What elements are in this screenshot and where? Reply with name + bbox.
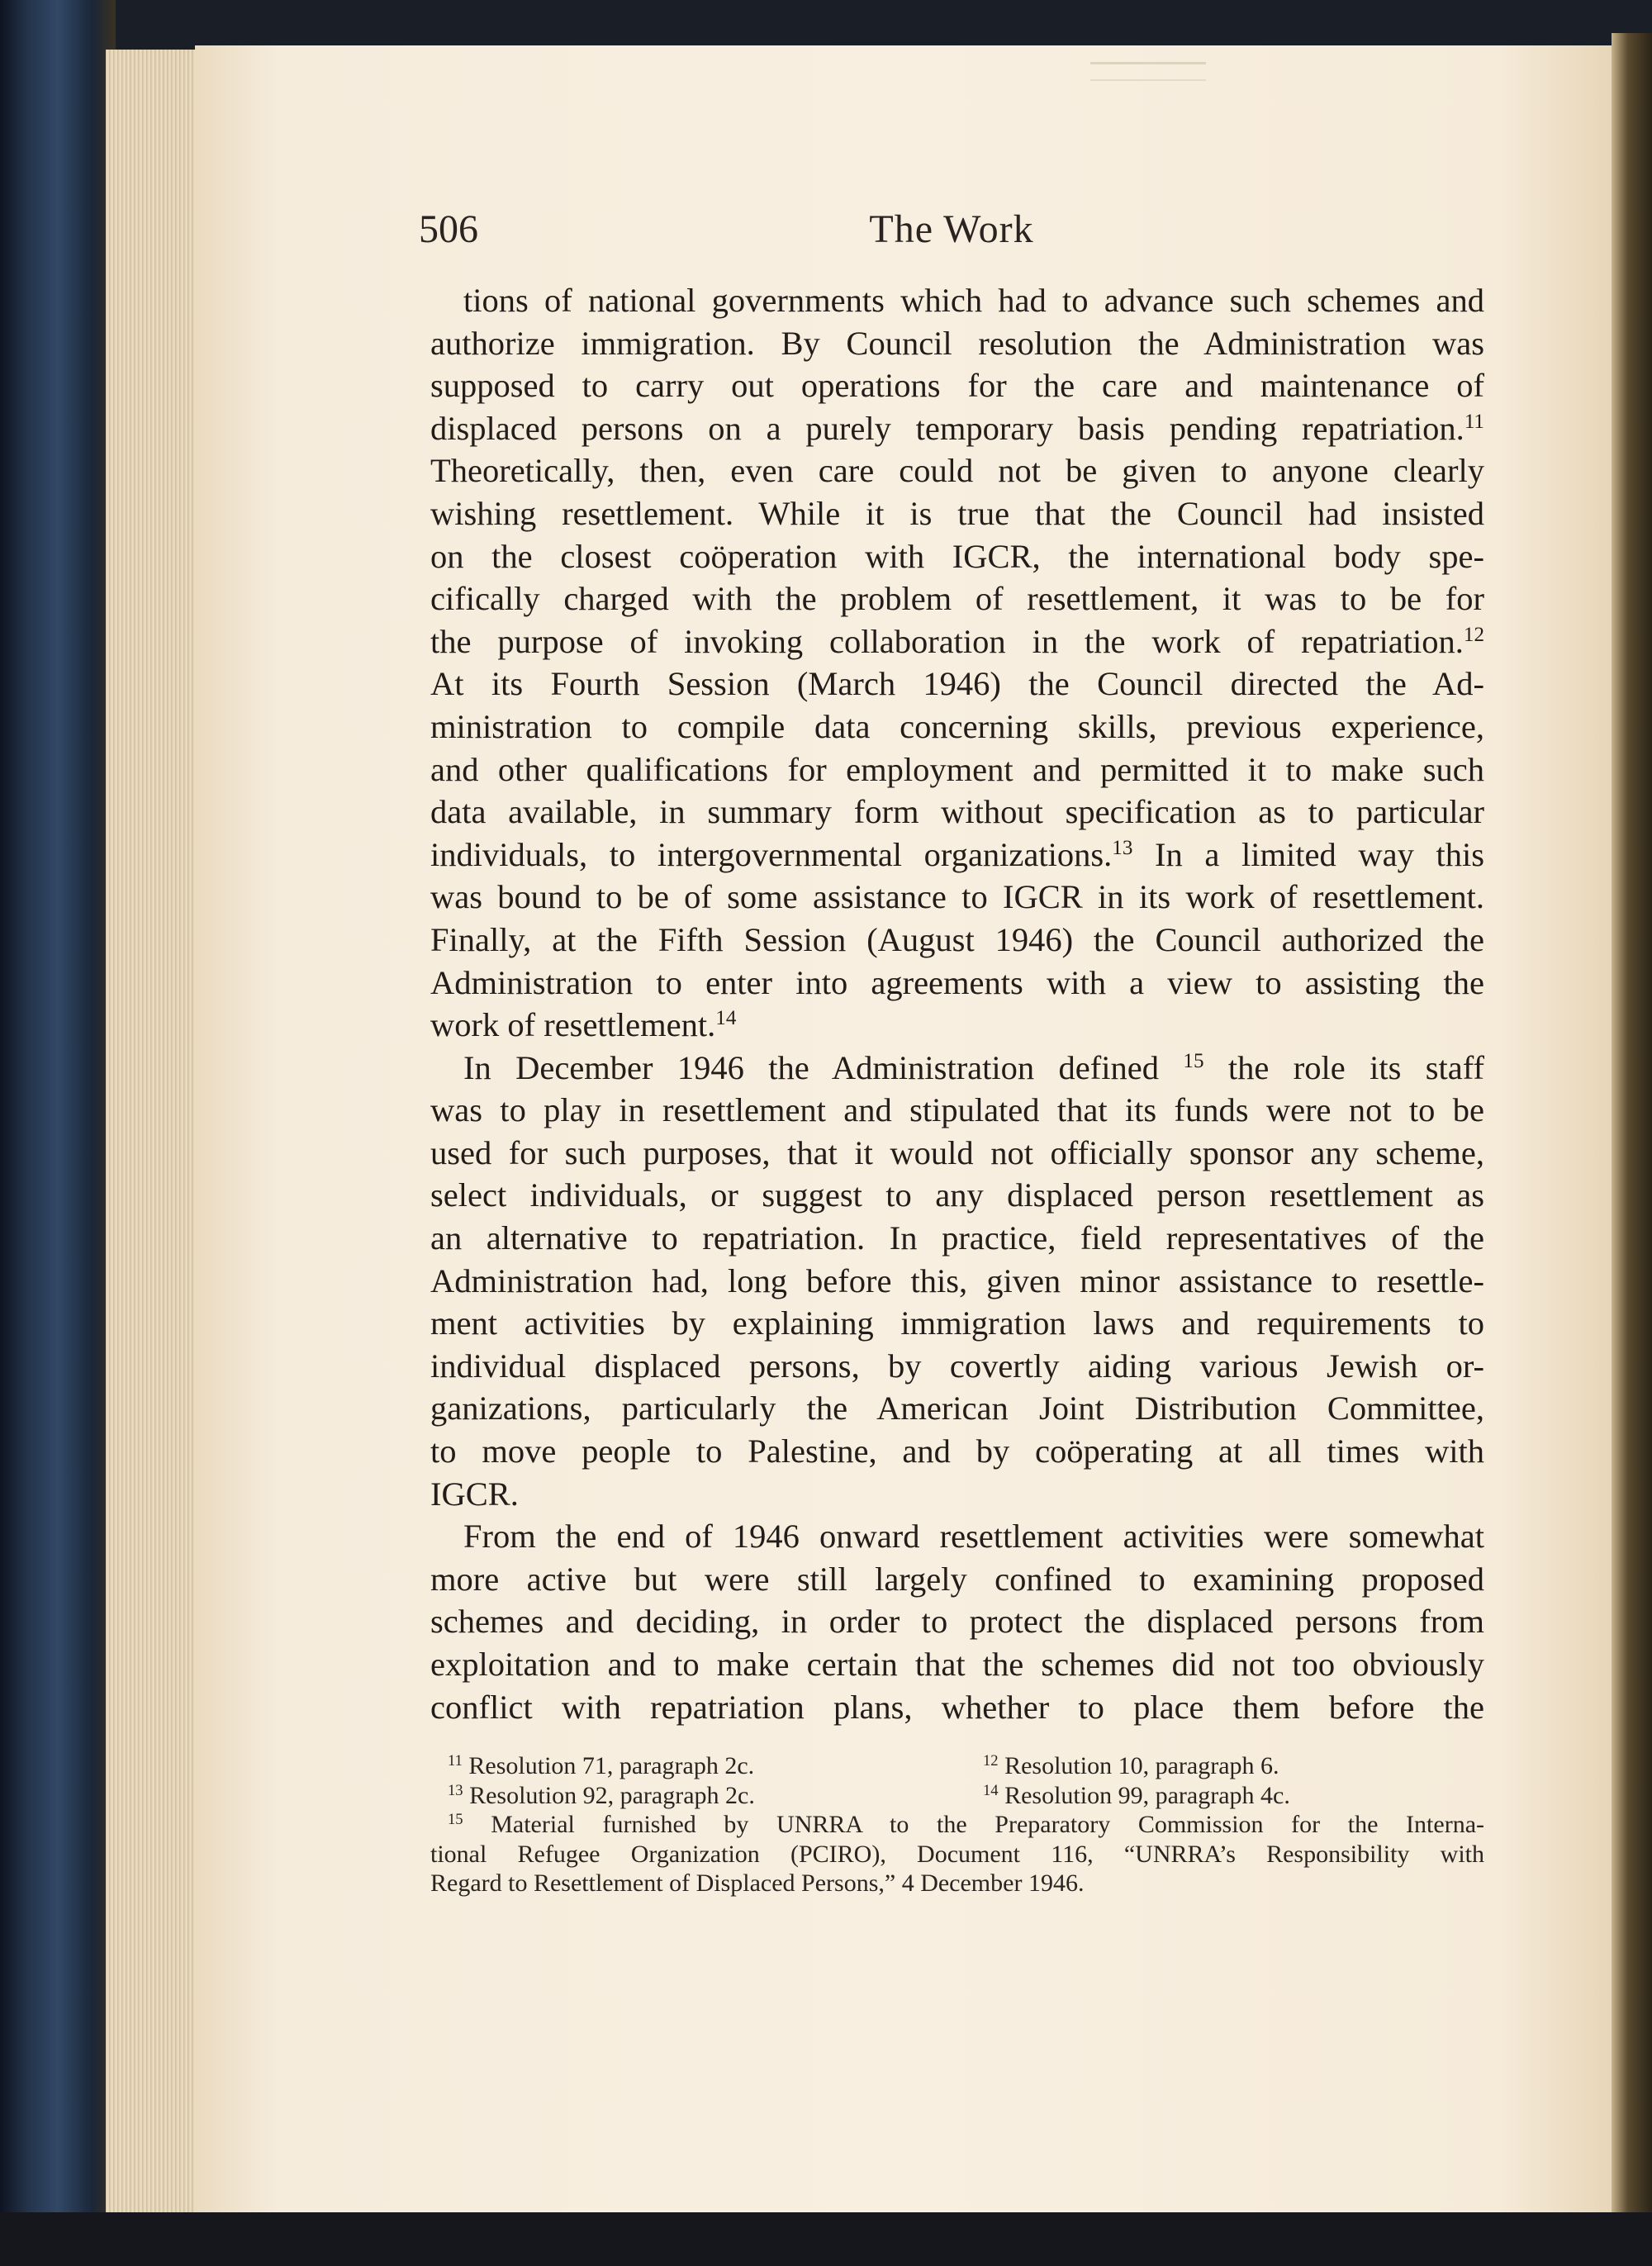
- text-line: [430, 279, 1484, 322]
- line-content: [430, 449, 1484, 492]
- line-text: authorize immigration. By Council resolution the Administration was: [430, 324, 1484, 362]
- line-text: used for such purposes, that it would not officially sponsor any scheme,: [430, 1133, 1484, 1171]
- footnote-reference: 12: [1463, 623, 1484, 646]
- line-text: and other qualifications for employment and permitted it to make such: [430, 750, 1484, 788]
- footnote-14: [983, 1781, 1518, 1811]
- footnote-reference: 14: [715, 1007, 737, 1030]
- body-text: [430, 279, 1484, 1728]
- line-text: wishing resettlement. While it is true that the Council had insisted: [430, 494, 1484, 532]
- footnote-15: [430, 1810, 1484, 1840]
- line-content: [430, 663, 1484, 705]
- line-text: ministration to compile data concerning skills, previous experience,: [430, 707, 1484, 745]
- text-line: [430, 919, 1484, 962]
- line-content: [463, 1047, 1484, 1090]
- line-content: [430, 407, 1484, 450]
- line-text: an alternative to repatriation. In practice, field representatives of the: [430, 1219, 1484, 1257]
- footnote-reference: 15: [1183, 1049, 1204, 1072]
- line-content: [430, 1260, 1484, 1303]
- footnote-number: 12: [983, 1751, 999, 1770]
- text-line: [430, 748, 1484, 791]
- text-line: [430, 876, 1484, 919]
- line-text: the role its staff: [1203, 1048, 1484, 1086]
- line-text: displaced persons on a purely temporary basis pending repatriation.: [430, 409, 1464, 447]
- footnote-15-line: tional Refugee Organization (PCIRO), Document 116, “UNRRA’s Responsibility with: [430, 1840, 1484, 1868]
- text-line: [430, 1600, 1484, 1643]
- line-content: [430, 620, 1484, 663]
- line-content: [430, 962, 1484, 1005]
- text-line: [430, 1132, 1484, 1175]
- footnotes: [430, 1751, 1484, 1898]
- line-content: [430, 1686, 1484, 1729]
- line-content: [430, 1132, 1484, 1175]
- line-text: individual displaced persons, by covertly aiding various Jewish or-: [430, 1347, 1484, 1385]
- text-line: [430, 1558, 1484, 1601]
- line-text: tions of national governments which had to advance such schemes and: [463, 282, 1484, 319]
- text-line: [430, 620, 1484, 663]
- running-head: [419, 207, 1484, 256]
- text-line: [430, 962, 1484, 1005]
- text-line: [430, 1686, 1484, 1729]
- line-content: [430, 1387, 1484, 1430]
- line-text: supposed to carry out operations for the care and maintenance of: [430, 367, 1484, 405]
- line-text: to move people to Palestine, and by coöperating at all times with: [430, 1432, 1484, 1470]
- page-number: 506: [419, 207, 478, 251]
- line-content: [430, 1430, 1484, 1473]
- line-content: [430, 876, 1484, 919]
- text-line: [430, 1089, 1484, 1132]
- line-content: [430, 1473, 1484, 1516]
- footnote-text: Resolution 10, paragraph 6.: [1004, 1752, 1279, 1779]
- line-content: [430, 1217, 1484, 1260]
- text-line: [430, 1047, 1484, 1090]
- line-content: [430, 791, 1484, 834]
- book-binding: [0, 0, 116, 2266]
- line-content: [430, 364, 1484, 407]
- line-text: conflict with repatriation plans, whether to place them before the: [430, 1688, 1484, 1726]
- footnote-11: [448, 1751, 983, 1781]
- text-line: [430, 1515, 1484, 1558]
- footnote-12: [983, 1751, 1518, 1781]
- line-content: [430, 492, 1484, 535]
- line-content: [430, 577, 1484, 620]
- line-content: [430, 322, 1484, 365]
- text-line: [430, 407, 1484, 450]
- page-edges: [106, 50, 197, 2214]
- line-text: Theoretically, then, even care could not be given to anyone clearly: [430, 452, 1484, 490]
- text-line: [430, 705, 1484, 748]
- line-text: data available, in summary form without specification as to particular: [430, 793, 1484, 831]
- text-line: [430, 1387, 1484, 1430]
- line-text: ment activities by explaining immigration laws and requirements to: [430, 1304, 1484, 1342]
- line-text: In December 1946 the Administration defined: [463, 1048, 1184, 1086]
- page-mark: [1090, 62, 1206, 81]
- line-content: [463, 279, 1484, 322]
- line-text: Administration to enter into agreements with a view to assisting the: [430, 963, 1484, 1001]
- line-content: [430, 1174, 1484, 1217]
- line-content: [430, 834, 1484, 876]
- text-line: [430, 577, 1484, 620]
- footnote-reference: 11: [1464, 410, 1484, 433]
- footnote-number: 15: [448, 1810, 463, 1828]
- line-text: ganizations, particularly the American Joint Distribution Committee,: [430, 1390, 1484, 1428]
- footnote-15-line: Regard to Resettlement of Displaced Persons,” 4 December 1946.: [430, 1869, 1085, 1897]
- line-text: Administration had, long before this, given minor assistance to resettle-: [430, 1261, 1484, 1299]
- line-content: [430, 705, 1484, 748]
- line-content: [430, 1004, 1484, 1047]
- line-text: work of resettlement.: [430, 1006, 716, 1044]
- line-content: [430, 748, 1484, 791]
- text-line: [430, 492, 1484, 535]
- line-text: At its Fourth Session (March 1946) the Council directed the Ad-: [430, 665, 1484, 703]
- line-text: was to play in resettlement and stipulated that its funds were not to be: [430, 1091, 1484, 1129]
- text-line: [430, 1004, 1484, 1047]
- text-line: [430, 535, 1484, 578]
- line-content: [430, 1643, 1484, 1686]
- footnote-row: [430, 1781, 1484, 1811]
- line-content: [430, 1302, 1484, 1345]
- text-line: [430, 1430, 1484, 1473]
- line-content: [430, 535, 1484, 578]
- running-title: The Work: [869, 207, 1034, 251]
- line-text: From the end of 1946 onward resettlement activities were somewhat: [463, 1518, 1484, 1556]
- line-text: more active but were still largely confined to examining proposed: [430, 1560, 1484, 1598]
- footnote-row: [430, 1751, 1484, 1781]
- footnote-text: Resolution 92, paragraph 2c.: [469, 1781, 755, 1809]
- footnote-reference: 13: [1112, 836, 1133, 859]
- line-content: [430, 1600, 1484, 1643]
- facing-page-edge: [1612, 33, 1652, 2222]
- line-text: individuals, to intergovernmental organizations.: [430, 835, 1113, 873]
- footnote-text: Resolution 71, paragraph 2c.: [468, 1752, 755, 1779]
- line-text: on the closest coöperation with IGCR, the international body spe-: [430, 537, 1484, 575]
- line-content: [430, 919, 1484, 962]
- footnote-13: [448, 1781, 983, 1811]
- text-line: [430, 1174, 1484, 1217]
- background-bottom: [0, 2212, 1652, 2266]
- line-text: Finally, at the Fifth Session (August 1946) the Council authorized the: [430, 920, 1484, 958]
- text-line: [430, 663, 1484, 705]
- line-content: [430, 1089, 1484, 1132]
- line-content: [430, 1345, 1484, 1388]
- text-line: [430, 322, 1484, 365]
- line-text: In a limited way this: [1132, 835, 1484, 873]
- text-line: [430, 1345, 1484, 1388]
- footnote-number: 14: [983, 1781, 999, 1799]
- footnote-number: 11: [448, 1751, 463, 1770]
- text-line: [430, 1473, 1484, 1516]
- text-line: [430, 1302, 1484, 1345]
- text-line: [430, 1643, 1484, 1686]
- line-text: was bound to be of some assistance to IGCR in its work of resettlement.: [430, 878, 1484, 916]
- line-text: select individuals, or suggest to any displaced person resettlement as: [430, 1176, 1484, 1214]
- text-line: [430, 834, 1484, 876]
- footnote-number: 13: [448, 1781, 463, 1799]
- text-line: [430, 1217, 1484, 1260]
- footnote-text: Resolution 99, paragraph 4c.: [1004, 1781, 1290, 1809]
- line-content: [430, 1558, 1484, 1601]
- line-text: the purpose of invoking collaboration in the work of repatriation.: [430, 622, 1464, 660]
- text-line: [430, 791, 1484, 834]
- line-text: exploitation and to make certain that the schemes did not too obviously: [430, 1646, 1484, 1683]
- line-content: [463, 1515, 1484, 1558]
- line-text: schemes and deciding, in order to protect the displaced persons from: [430, 1603, 1484, 1641]
- text-line: [430, 1260, 1484, 1303]
- line-text: IGCR.: [430, 1475, 519, 1513]
- text-line: [430, 364, 1484, 407]
- line-text: cifically charged with the problem of resettlement, it was to be for: [430, 580, 1484, 618]
- footnote-text: Material furnished by UNRRA to the Preparatory Commission for the Interna-: [491, 1811, 1484, 1838]
- text-line: [430, 449, 1484, 492]
